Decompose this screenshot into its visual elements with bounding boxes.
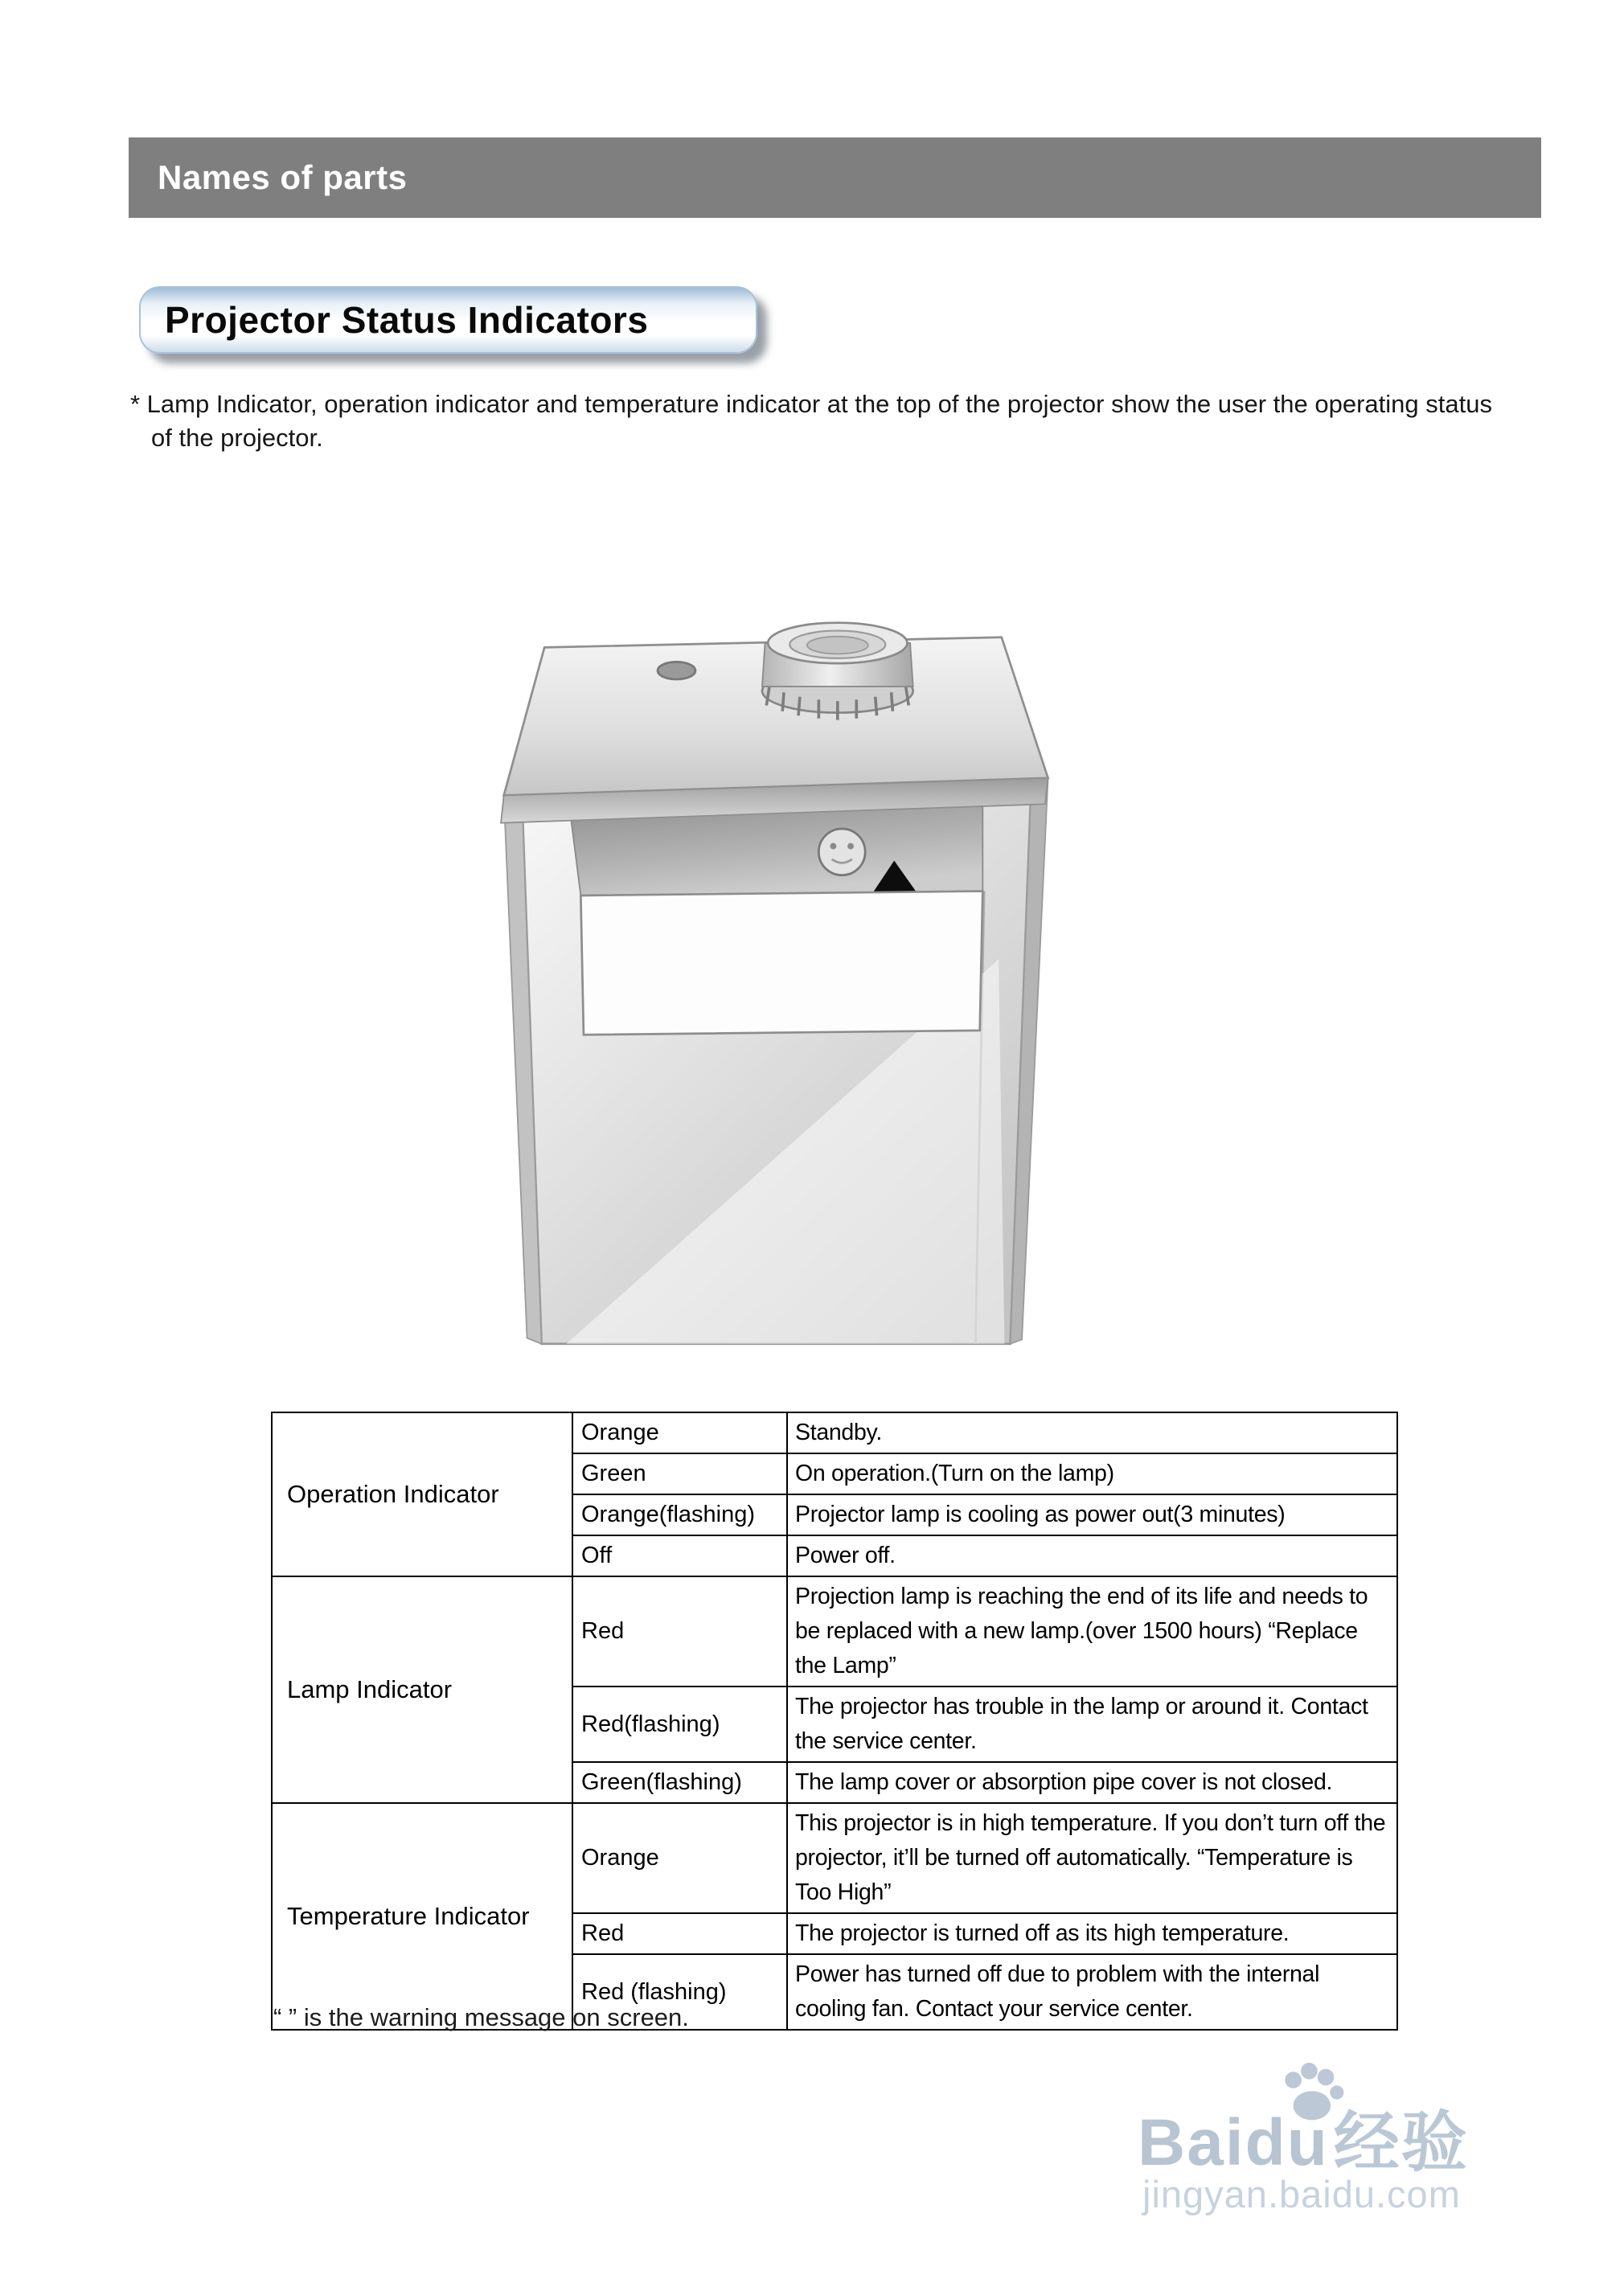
table-cell-status: Orange [572, 1412, 787, 1453]
table-cell-category: Temperature Indicator [272, 1803, 572, 2030]
footnote: “ ” is the warning message on screen. [273, 2003, 689, 2031]
lamp-door-panel [580, 891, 982, 1035]
intro-note-line2: of the projector. [151, 424, 323, 452]
table-cell-status: Green [572, 1453, 787, 1494]
watermark-brand-latin: Baidu [1138, 2106, 1329, 2179]
status-table [271, 1412, 1398, 2031]
intro-note [130, 387, 1492, 455]
table-cell-status: Green(flashing) [572, 1762, 787, 1803]
table-cell-desc: The projector is turned off as its high temperature. [787, 1913, 1397, 1954]
table-cell-category: Lamp Indicator [272, 1576, 572, 1803]
table-cell-status: Red (flashing) [572, 1954, 787, 2030]
top-slot [658, 662, 695, 679]
watermark-brand-cn: 经验 [1333, 2106, 1469, 2179]
watermark [1138, 2055, 1524, 2232]
table-cell-status: Off [572, 1535, 787, 1576]
table-cell-desc: On operation.(Turn on the lamp) [787, 1453, 1397, 1494]
table-cell-status: Orange(flashing) [572, 1494, 787, 1535]
table-cell-desc: Standby. [787, 1412, 1397, 1453]
page-title-text: Projector Status Indicators [165, 299, 649, 341]
table-cell-desc: Projector lamp is cooling as power out(3 minutes) [787, 1494, 1397, 1535]
table-cell-status: Red(flashing) [572, 1686, 787, 1762]
table-cell-category: Operation Indicator [272, 1412, 572, 1576]
watermark-url: jingyan.baidu.com [1142, 2173, 1461, 2215]
intro-note-line1: * Lamp Indicator, operation indicator and temperature indicator at the top of the projector show the user the operating status [130, 390, 1492, 418]
table-cell-desc: This projector is in high temperature. If you don’t turn off the projector, it’ll be turned off automatically. “Temperature is Too High” [787, 1803, 1397, 1913]
status-table-grid [271, 1412, 1398, 2031]
section-header-title: Names of parts [158, 158, 408, 196]
projector-lens [762, 623, 913, 720]
section-header-bar [129, 137, 1541, 218]
table-cell-desc: Power has turned off due to problem with the internal cooling fan. Contact your service center. [787, 1954, 1397, 2030]
table-cell-desc: Power off. [787, 1535, 1397, 1576]
table-cell-desc: The lamp cover or absorption pipe cover is not closed. [787, 1762, 1397, 1803]
status-indicator-lamp [818, 829, 865, 875]
table-cell-status: Orange [572, 1803, 787, 1913]
table-cell-desc: Projection lamp is reaching the end of its life and needs to be replaced with a new lamp.(over 1500 hours) “Replace the Lamp” [787, 1576, 1397, 1686]
projector-illustration [479, 611, 1067, 1359]
page-title [139, 286, 757, 354]
watermark-brand [1138, 2090, 1469, 2184]
table-cell-status: Red [572, 1913, 787, 1954]
table-cell-status: Red [572, 1576, 787, 1686]
table-cell-desc: The projector has trouble in the lamp or around it. Contact the service center. [787, 1686, 1397, 1762]
